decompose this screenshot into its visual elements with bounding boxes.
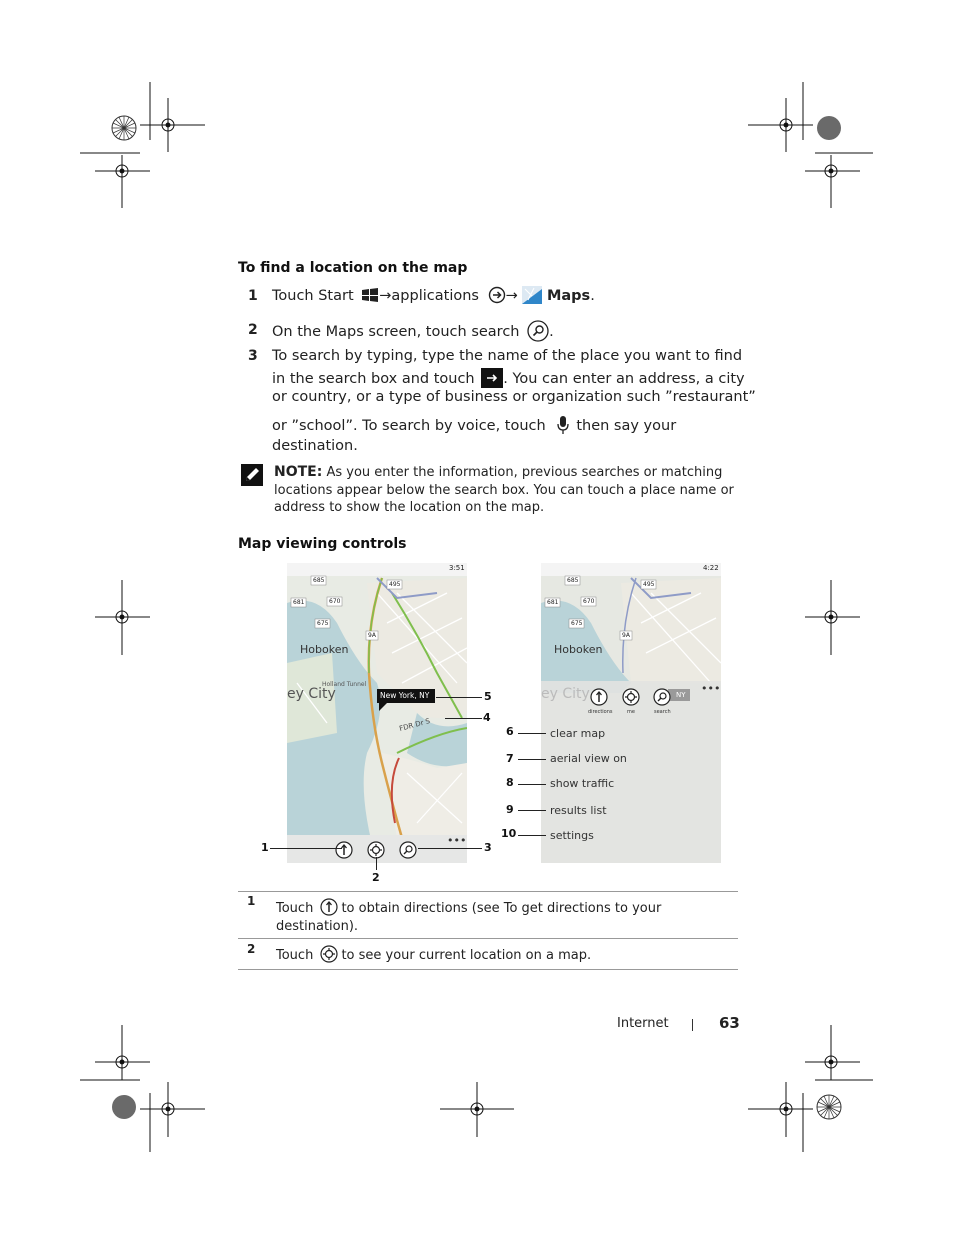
- search-icon[interactable]: [653, 688, 671, 706]
- callout-line-6: [518, 733, 546, 734]
- road-label: 685: [313, 577, 325, 584]
- callout-line-7: [518, 759, 546, 760]
- callout-7: 7: [506, 752, 514, 765]
- callout-5: 5: [484, 690, 492, 703]
- note-line3: address to show the location on the map.: [274, 500, 545, 515]
- step-1-end: Maps: [546, 288, 591, 304]
- callout-line-4: [445, 718, 482, 719]
- controls-heading: Map viewing controls: [238, 536, 407, 552]
- table-row-2-number: 2: [247, 942, 256, 956]
- callout-6: 6: [506, 725, 514, 738]
- step-3-number: 3: [248, 348, 258, 364]
- road-label: 9A: [622, 632, 630, 639]
- callout-3: 3: [484, 841, 492, 854]
- more-options-icon[interactable]: •••: [447, 834, 467, 847]
- appbar-label-directions: directions: [588, 709, 613, 715]
- table-row-2-pre: Touch: [276, 948, 314, 963]
- more-options-icon[interactable]: •••: [701, 682, 721, 695]
- road-label: 681: [293, 599, 305, 606]
- menu-item-settings[interactable]: settings: [550, 829, 594, 842]
- road-label: 675: [571, 620, 583, 627]
- callout-line-5: [436, 697, 482, 698]
- step-2-number: 2: [248, 322, 258, 338]
- road-label: 685: [567, 577, 579, 584]
- footer-section-name: Internet: [617, 1016, 669, 1031]
- menu-item-aerial-view[interactable]: aerial view on: [550, 752, 627, 765]
- footer-divider: [692, 1019, 693, 1031]
- callout-line-1: [270, 848, 342, 849]
- table-row-2-text: [276, 945, 736, 965]
- callout-line-2: [376, 857, 377, 870]
- appbar-label-search: search: [654, 709, 671, 715]
- step-2-punct: .: [549, 324, 554, 340]
- step-3-line2a: in the search box and touch: [272, 371, 475, 387]
- arrow-glyph-2: →: [505, 288, 518, 304]
- page-number: 63: [719, 1014, 740, 1032]
- note-label: NOTE:: [274, 464, 323, 480]
- table-row-2-post: to see your current location on a map.: [341, 948, 592, 963]
- note-pencil-icon: [241, 464, 263, 486]
- callout-4: 4: [483, 711, 491, 724]
- step-2-body: On the Maps screen, touch search: [272, 324, 520, 340]
- appbar-label-me: me: [627, 709, 635, 715]
- callout-line-3: [418, 848, 482, 849]
- road-label: 681: [547, 599, 559, 606]
- step-3-line1: To search by typing, type the name of the place you want to find: [272, 348, 743, 364]
- table-row-1-number: 1: [247, 894, 256, 908]
- table-row-1-pre: Touch: [276, 901, 314, 916]
- step-3-line4: [272, 415, 676, 436]
- step-3-line4a: or ”school”. To search by voice, touch: [272, 418, 546, 434]
- me-location-icon[interactable]: [622, 688, 640, 706]
- menu-item-show-traffic[interactable]: show traffic: [550, 777, 615, 790]
- directions-icon: [320, 898, 338, 916]
- callout-line-9: [518, 810, 546, 811]
- section-heading: To find a location on the map: [238, 260, 468, 276]
- step-3-line5: destination.: [272, 438, 358, 454]
- applications-arrow-icon: [488, 286, 506, 304]
- menu-item-clear-map[interactable]: clear map: [550, 727, 606, 740]
- step-1-mid: applications: [391, 288, 479, 304]
- step-1-pre: Touch Start: [272, 288, 354, 304]
- arrow-glyph: →: [379, 288, 392, 304]
- callout-line-8: [518, 784, 546, 785]
- road-label: 675: [317, 620, 329, 627]
- microphone-icon: [556, 415, 570, 435]
- step-1-text: [272, 286, 595, 306]
- popup-label[interactable]: New York, NY: [380, 691, 430, 700]
- map-label-city: ey City: [541, 686, 590, 702]
- table-row-1-text: [276, 898, 736, 936]
- table-row-1-post: to obtain directions (see To get directions to your: [341, 901, 662, 916]
- table-row-1-line2: destination).: [276, 919, 359, 934]
- status-time: 4:22: [703, 564, 719, 572]
- callout-line-10: [518, 835, 546, 836]
- note-line1: As you enter the information, previous searches or matching: [326, 465, 723, 480]
- map-label-hoboken: Hoboken: [300, 643, 349, 656]
- step-3-line2b: . You can enter an address, a city: [503, 371, 745, 387]
- callout-9: 9: [506, 803, 514, 816]
- map-graphic: [287, 563, 467, 863]
- step-3-line2: [272, 368, 745, 389]
- map-label-fdr: FDR Dr S: [398, 717, 431, 733]
- callout-1: 1: [261, 841, 269, 854]
- windows-start-icon: [361, 287, 379, 303]
- phone-screenshot-menu: [541, 563, 721, 863]
- directions-icon[interactable]: [335, 841, 353, 859]
- note-block: [274, 464, 744, 517]
- phone-screenshot-map: [287, 563, 467, 863]
- table-rule-top: [238, 891, 738, 892]
- step-3-line4b: then say your: [576, 418, 677, 434]
- status-time: 3:51: [449, 564, 465, 572]
- directions-icon[interactable]: [590, 688, 608, 706]
- search-icon[interactable]: [399, 841, 417, 859]
- road-label: 9A: [368, 632, 376, 639]
- me-location-icon: [320, 945, 338, 963]
- menu-item-results-list[interactable]: results list: [550, 804, 607, 817]
- road-label: 495: [643, 581, 655, 588]
- callout-10: 10: [501, 827, 517, 840]
- map-label-ny: NY: [676, 691, 686, 699]
- callout-8: 8: [506, 776, 514, 789]
- go-arrow-icon: [481, 368, 503, 388]
- step-1-number: 1: [248, 288, 258, 304]
- step-1-punct: .: [590, 288, 595, 304]
- map-label-city: ey City: [287, 686, 336, 702]
- road-label: 495: [389, 581, 401, 588]
- note-line2: locations appear below the search box. You can touch a place name or: [274, 482, 734, 498]
- search-icon: [527, 320, 549, 342]
- step-3-line3: or country, or a type of business or organization such ”restaurant”: [272, 389, 756, 405]
- maps-app-icon: [522, 286, 542, 304]
- map-label-hoboken: Hoboken: [554, 643, 603, 656]
- road-label: 670: [583, 598, 595, 605]
- table-rule-mid: [238, 938, 738, 939]
- callout-2: 2: [372, 871, 380, 884]
- step-2-text: [272, 320, 554, 342]
- road-label: 670: [329, 598, 341, 605]
- map-label-tunnel: Holland Tunnel: [322, 681, 367, 688]
- table-rule-bottom: [238, 969, 738, 970]
